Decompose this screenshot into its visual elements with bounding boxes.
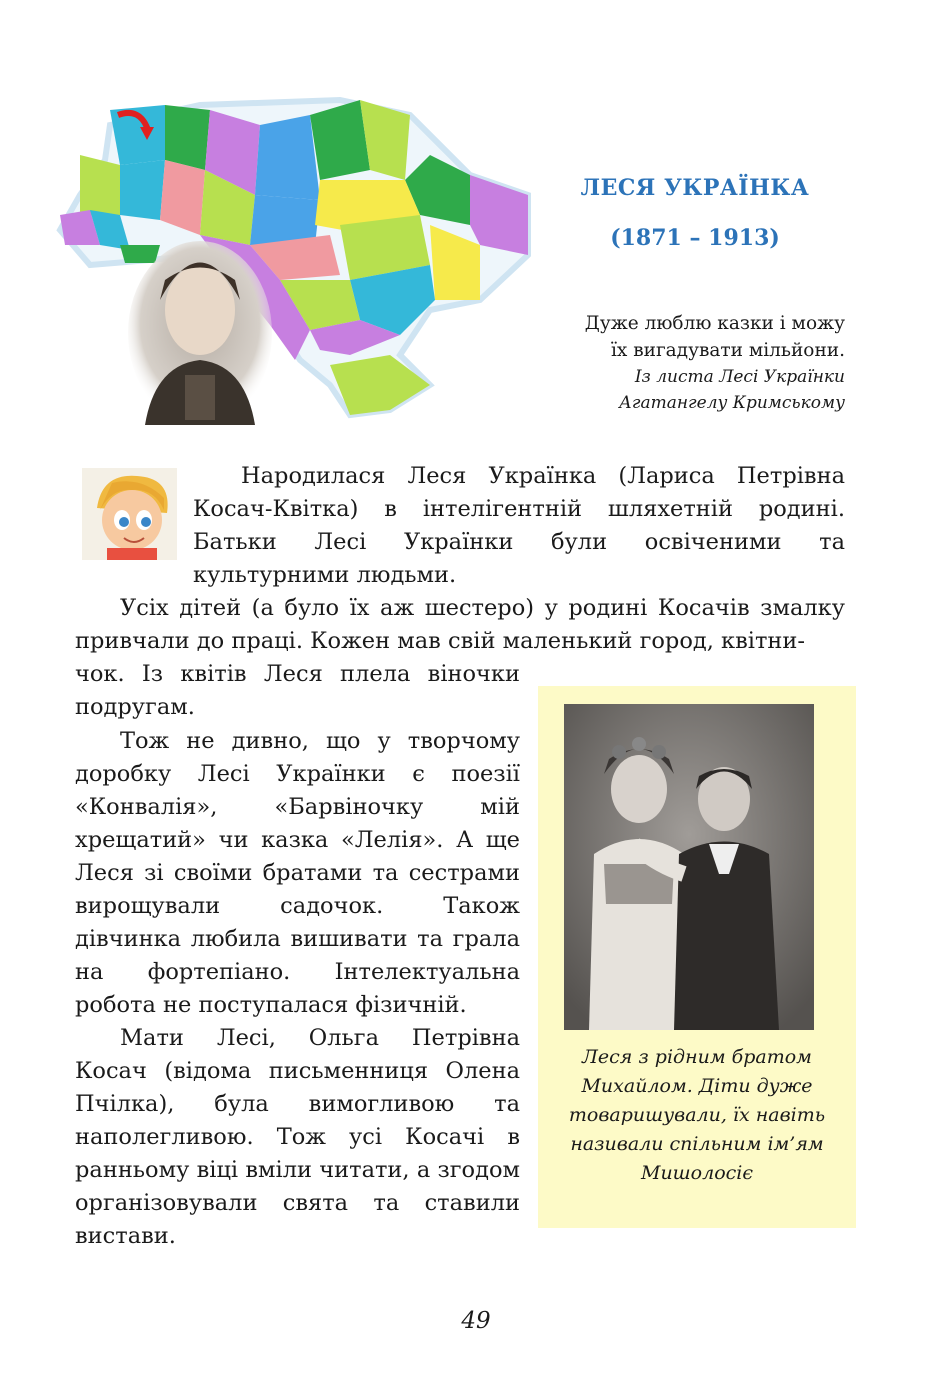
- ukraine-map: [50, 85, 540, 430]
- paragraph-poetry: Тож не дивно, що у творчому доробку Лесі Українки є поезії «Конвалія», «Барвіночку мій хрещатий» чи казка «Лелія». А ще Леся зі своїми братами та сестрами вирощували садочок. Також дівчинка любила вишивати та грала на фортепіано. Інтелектуальна робота не поступалася фізичній.: [75, 728, 520, 1018]
- page-title: ЛЕСЯ УКРАЇНКА: [580, 175, 810, 201]
- epigraph: [585, 310, 845, 416]
- epigraph-line: Дуже люблю казки і можу: [584, 313, 845, 334]
- paragraph-work-continued: [75, 658, 520, 724]
- map-region-kyiv: [255, 115, 320, 200]
- paragraph-mother: Мати Лесі, Ольга Петрівна Косач (відома письменниця Олена Пчілка), була вимогливою та наполегливою. Тож усі Косачі в ранньому віці вміли читати, а згодом організовували свята та ставили вистави.: [75, 1025, 520, 1249]
- paragraph-work: Усіх дітей (а було їх аж шестеро) у родині Косачів змалку привчали до праці. Кожен мав свій маленький город, квітни-: [75, 595, 845, 654]
- map-region-chernivtsi: [120, 245, 160, 263]
- map-region-lviv: [80, 155, 120, 215]
- epigraph-source: Агатангелу Кримському: [619, 393, 845, 413]
- life-years: (1871 – 1913): [610, 225, 780, 251]
- text-line: чок. Із квітів Леся плела віночки: [75, 661, 520, 687]
- epigraph-source: Із листа Лесі Українки: [634, 367, 845, 387]
- boy-illustration: [82, 468, 177, 560]
- photo-box: [538, 686, 856, 1228]
- epigraph-line: їх вигадувати мільйони.: [610, 340, 845, 361]
- paragraph-intro: Народилася Леся Українка (Лариса Петрівна Косач-Квітка) в інтелігентній шляхетній родині. Батьки Лесі Українки були освіченими та культурними людьми.: [193, 463, 845, 588]
- page-number: 49: [461, 1308, 491, 1334]
- map-region-rivne: [165, 105, 210, 170]
- map-region-ternopil: [120, 160, 165, 220]
- photo-caption: Леся з рідним братом Михайлом. Діти дуже товаришували, їх навіть називали спільним ім’ям Мишолосіє: [568, 1046, 826, 1184]
- family-photo: [564, 704, 814, 1030]
- map-region-cherkasy: [250, 195, 320, 245]
- text-line: подругам.: [75, 694, 195, 720]
